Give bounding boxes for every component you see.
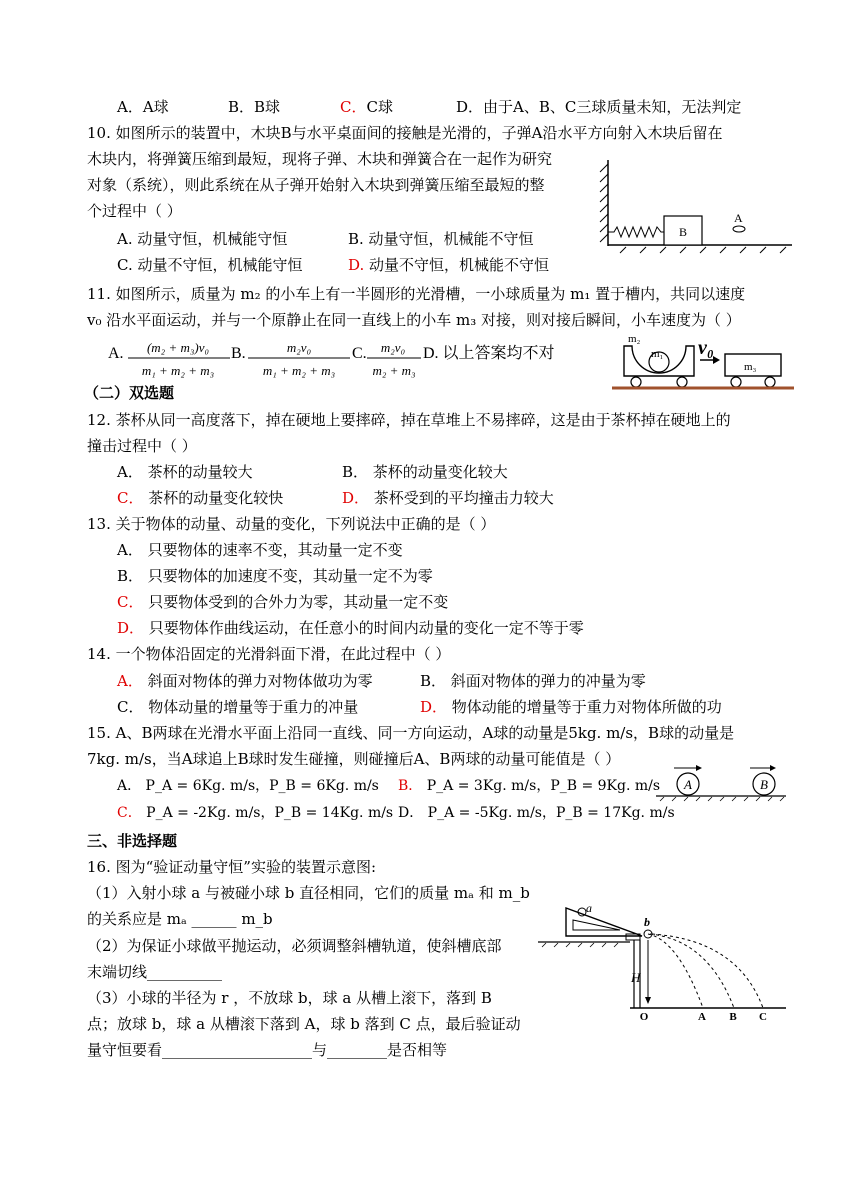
q12-stem-line2: 撞击过程中（ ） bbox=[87, 437, 197, 455]
q16-part1-line1: （1）入射小球 a 与被碰小球 b 直径相同，它们的质量 mₐ 和 m_b bbox=[87, 884, 530, 902]
svg-text:A: A bbox=[684, 777, 692, 792]
q14-option-a: A． 斜面对物体的弹力对物体做功为零 bbox=[117, 672, 373, 690]
q11-options-formulas bbox=[108, 336, 568, 382]
q10-bullet-label: A bbox=[734, 211, 743, 225]
q10-option-a: A. 动量守恒，机械能守恒 bbox=[117, 230, 288, 248]
q16-part3-line3: 量守恒要看____________________与________是否相等 bbox=[87, 1041, 448, 1059]
q11-stem-line2: v₀ 沿水平面运动，并与一个原静止在同一直线上的小车 m₃ 对接，则对接后瞬间，小车速度为（ ） bbox=[87, 311, 741, 329]
q16-part1-line2: 的关系应是 mₐ ______ m_b bbox=[87, 910, 273, 928]
svg-text:H: H bbox=[631, 970, 641, 985]
q11-stem-line1: 11. 如图所示，质量为 m₂ 的小车上有一半圆形的光滑槽，一小球质量为 m₁ 置于槽内，共同以速度 bbox=[87, 285, 746, 303]
svg-text:D. 以上答案均不对: D. 以上答案均不对 bbox=[423, 345, 555, 362]
svg-text:C.: C. bbox=[352, 345, 367, 362]
svg-text:m₂ + m₃: m₂ + m₃ bbox=[372, 363, 416, 378]
q11-carts-figure bbox=[612, 330, 794, 392]
svg-text:A: A bbox=[698, 1011, 706, 1023]
q13-stem: 13. 关于物体的动量、动量的变化，下列说法中正确的是（ ） bbox=[87, 515, 496, 533]
q16-stem: 16. 图为“验证动量守恒”实验的装置示意图: bbox=[87, 858, 377, 876]
q10-stem-line3: 对象（系统），则此系统在从子弹开始射入木块到弹簧压缩至最短的整 bbox=[87, 176, 545, 194]
q16-part2-line1: （2）为保证小球做平抛运动，必须调整斜槽轨道，使斜槽底部 bbox=[87, 937, 502, 955]
svg-text:O: O bbox=[639, 1011, 649, 1023]
q15-balls-figure bbox=[656, 760, 786, 802]
q13-option-c: C． 只要物体受到的合外力为零，其动量一定不变 bbox=[117, 593, 449, 611]
svg-text:m₁: m₁ bbox=[651, 348, 664, 360]
q16-part3-line2: 点；放球 b，球 a 从槽滚下落到 A，球 b 落到 C 点，最后验证动 bbox=[87, 1015, 521, 1033]
svg-text:A.: A. bbox=[108, 345, 124, 362]
section-non-choice: 三、非选择题 bbox=[87, 832, 178, 850]
q9-option-d: D．由于A、B、C三球质量未知，无法判定 bbox=[456, 98, 742, 116]
section-double-choice: （二）双选题 bbox=[84, 384, 175, 402]
svg-text:C: C bbox=[759, 1011, 767, 1023]
q10-spring-block-figure bbox=[596, 150, 796, 255]
q12-option-b: B． 茶杯的动量变化较大 bbox=[342, 463, 508, 481]
svg-text:B: B bbox=[729, 1011, 737, 1023]
q15-option-a: A． P_A = 6Kg. m/s，P_B = 6Kg. m/s bbox=[117, 778, 379, 794]
q15-stem-line2: 7kg. m/s，当A球追上B球时发生碰撞，则碰撞后A、B两球的动量可能值是（ ） bbox=[87, 750, 621, 768]
q10-block-label: B bbox=[678, 225, 688, 239]
q14-option-d: D． 物体动能的增量等于重力对物体所做的功 bbox=[420, 698, 722, 716]
svg-text:(m₂ + m₃)v₀: (m₂ + m₃)v₀ bbox=[146, 340, 210, 355]
q9-option-a: A．A球 bbox=[117, 98, 169, 116]
q15-option-c: C． P_A = -2Kg. m/s，P_B = 14Kg. m/s bbox=[117, 805, 394, 821]
q10-stem-line4: 个过程中（ ） bbox=[87, 202, 182, 220]
svg-text:a: a bbox=[586, 901, 592, 915]
q16-part3-line1: （3）小球的半径为 r ，不放球 b，球 a 从槽上滚下，落到 B bbox=[87, 989, 492, 1007]
q12-option-d: D． 茶杯受到的平均撞击力较大 bbox=[342, 489, 554, 507]
svg-text:v₀: v₀ bbox=[698, 337, 714, 359]
q12-stem-line1: 12. 茶杯从同一高度落下，掉在硬地上要摔碎，掉在草堆上不易摔碎，这是由于茶杯掉在硬地上的 bbox=[87, 411, 731, 429]
svg-text:B: B bbox=[760, 777, 768, 792]
svg-text:m₂v₀: m₂v₀ bbox=[286, 340, 312, 355]
q9-option-c: C．C球 bbox=[340, 98, 393, 116]
q13-option-d: D． 只要物体作曲线运动，在任意小的时间内动量的变化一定不等于零 bbox=[117, 619, 584, 637]
svg-text:m₃: m₃ bbox=[744, 361, 757, 373]
svg-text:m₂: m₂ bbox=[628, 333, 641, 345]
q14-option-b: B． 斜面对物体的弹力的冲量为零 bbox=[420, 672, 646, 690]
q10-option-b: B. 动量守恒，机械能不守恒 bbox=[348, 230, 534, 248]
q10-stem-line2: 木块内，将弹簧压缩到最短，现将子弹、木块和弹簧合在一起作为研究 bbox=[87, 150, 553, 168]
q13-option-b: B． 只要物体的加速度不变，其动量一定不为零 bbox=[117, 567, 433, 585]
q10-option-c: C. 动量不守恒，机械能守恒 bbox=[117, 256, 303, 274]
svg-text:m₁ + m₂ + m₃: m₁ + m₂ + m₃ bbox=[141, 363, 215, 378]
svg-text:m₂v₀: m₂v₀ bbox=[380, 340, 406, 355]
svg-text:m₁ + m₂ + m₃: m₁ + m₂ + m₃ bbox=[262, 363, 336, 378]
q10-option-d: D. 动量不守恒，机械能不守恒 bbox=[348, 256, 550, 274]
q14-option-c: C． 物体动量的增量等于重力的冲量 bbox=[117, 698, 359, 716]
q14-stem: 14. 一个物体沿固定的光滑斜面下滑，在此过程中（ ） bbox=[87, 645, 451, 663]
q12-option-c: C． 茶杯的动量变化较快 bbox=[117, 489, 284, 507]
q16-part2-line2: 末端切线__________ bbox=[87, 963, 223, 981]
q9-option-b: B．B球 bbox=[228, 98, 281, 116]
q16-apparatus-figure bbox=[538, 900, 788, 1022]
q10-stem-line1: 10. 如图所示的装置中，木块B与水平桌面间的接触是光滑的，子弹A沿水平方向射入木块后留在 bbox=[87, 124, 723, 142]
q12-option-a: A． 茶杯的动量较大 bbox=[117, 463, 253, 481]
q15-option-d: D． P_A = -5Kg. m/s，P_B = 17Kg. m/s bbox=[398, 805, 675, 821]
q13-option-a: A． 只要物体的速率不变，其动量一定不变 bbox=[117, 541, 403, 559]
svg-text:b: b bbox=[644, 915, 650, 929]
svg-text:B.: B. bbox=[231, 345, 246, 362]
q15-stem-line1: 15. A、B两球在光滑水平面上沿同一直线、同一方向运动，A球的动量是5kg. m/s，B球的动量是 bbox=[87, 724, 735, 742]
q15-option-b: B． P_A = 3Kg. m/s，P_B = 9Kg. m/s bbox=[398, 778, 661, 794]
